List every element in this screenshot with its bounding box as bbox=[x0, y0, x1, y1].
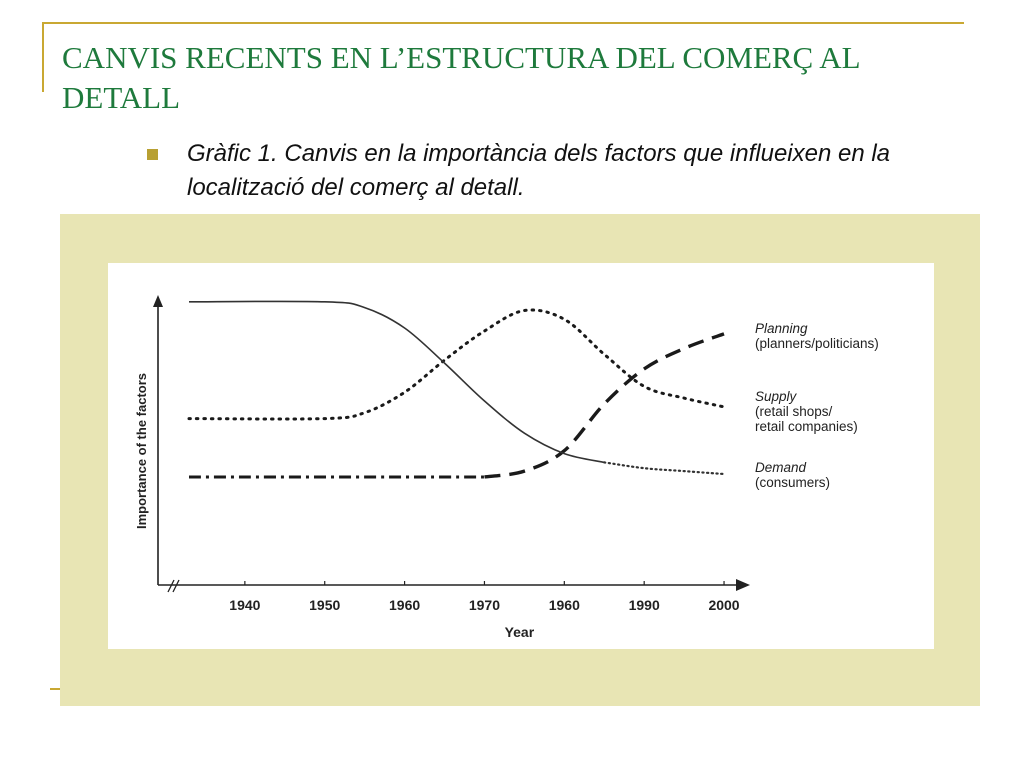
axis-break-icon bbox=[168, 580, 179, 592]
series-label-supply: Supply bbox=[755, 389, 797, 404]
x-tick-label: 1950 bbox=[309, 597, 341, 613]
slide-title: CANVIS RECENTS EN L’ESTRUCTURA DEL COMERÇ AL DETALL bbox=[62, 40, 860, 115]
x-tick-label: 2000 bbox=[708, 597, 740, 613]
series-label-demand: Demand bbox=[755, 460, 807, 475]
series-line-demand bbox=[189, 301, 604, 462]
series-line-supply bbox=[189, 310, 724, 419]
x-axis-title: Year bbox=[504, 624, 535, 640]
bullet-icon bbox=[147, 149, 158, 160]
x-tick-label: 1970 bbox=[468, 597, 501, 613]
series-sublabel-demand: (consumers) bbox=[755, 475, 831, 490]
x-tick-label: 1960 bbox=[389, 597, 421, 613]
frame-top-line bbox=[42, 22, 964, 24]
frame-left-line bbox=[42, 22, 44, 92]
x-tick-label: 1990 bbox=[628, 597, 660, 613]
line-chart bbox=[108, 263, 934, 649]
series-line-demand bbox=[604, 462, 724, 474]
slide-subtitle: Gràfic 1. Canvis en la importància dels factors que influeixen en la localització del comerç al detall. bbox=[187, 140, 891, 201]
series-label-planning: Planning bbox=[755, 321, 808, 336]
series-sublabel-planning: (planners/politicians) bbox=[755, 336, 879, 351]
chart-area bbox=[108, 263, 934, 649]
x-tick-label: 1940 bbox=[229, 597, 261, 613]
x-axis-arrow bbox=[736, 579, 750, 591]
series-line-planning bbox=[485, 334, 725, 477]
y-axis-arrow bbox=[153, 295, 163, 307]
y-axis-title: Importance of the factors bbox=[134, 372, 149, 530]
series-sublabel-supply: retail companies) bbox=[755, 419, 858, 434]
x-tick-label: 1960 bbox=[548, 597, 580, 613]
series-sublabel-supply: (retail shops/ bbox=[755, 404, 833, 419]
